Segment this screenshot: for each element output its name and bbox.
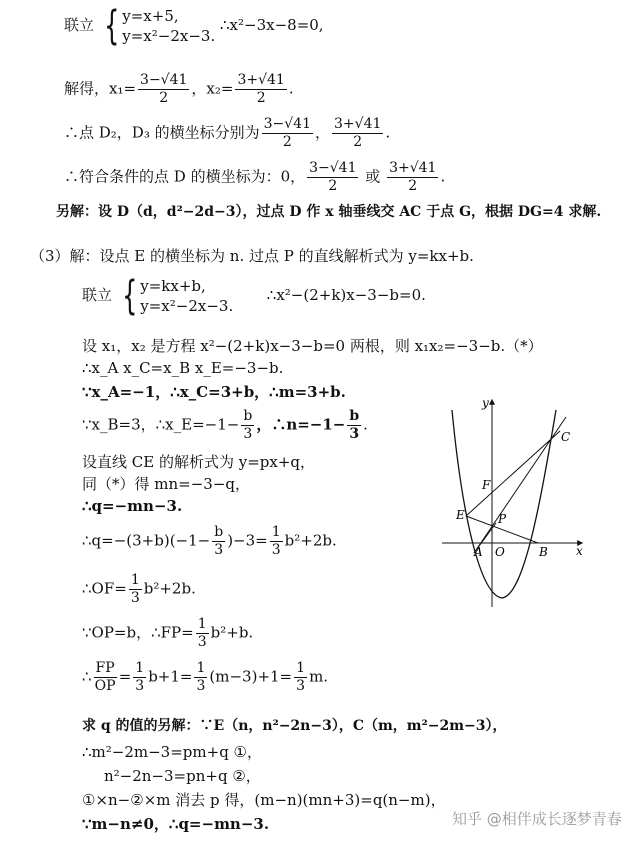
text: ，: [315, 123, 331, 142]
point-label-c: C: [561, 430, 571, 444]
text: ∴点 D₂，D₃ 的横坐标分别为: [64, 123, 260, 142]
line-ce: [466, 431, 560, 516]
brace-icon: {: [121, 273, 138, 319]
text: .: [288, 79, 294, 98]
text: .: [440, 167, 446, 186]
line-system-1: [64, 3, 324, 49]
text: ∴OF=: [82, 579, 127, 598]
parabola-graph: [440, 395, 590, 610]
point-label-b: B: [539, 545, 548, 559]
fraction: $\frac{b}{3}$: [214, 524, 224, 558]
text: b²+b.: [210, 623, 254, 642]
text: ∴q=−(3+b)(−1−: [82, 531, 211, 550]
text: ∵x_B=3，∴x_E=−1−: [82, 415, 240, 434]
text: (m−3)+1=: [209, 667, 293, 686]
line-of: [82, 572, 196, 607]
point-label-e: E: [456, 508, 465, 522]
fraction: $\frac{1}{3}$: [197, 616, 207, 650]
equation: y=x+5,: [122, 7, 179, 25]
fraction: $\frac{3+√41}{2}$: [237, 72, 285, 106]
axis-label-x: x: [576, 544, 583, 558]
eq-1: ∴m²−2m−3=pm+q ①，: [82, 743, 263, 761]
eq-eliminate: ①×n−②×m 消去 p 得，(m−n)(mn+3)=q(n−m)，: [82, 791, 446, 809]
fraction: $\frac{3+√41}{2}$: [334, 116, 382, 150]
equation: y=x²−2x−3.: [122, 27, 216, 45]
system-prefix: 联立: [64, 16, 95, 34]
text: 解得，x₁=: [64, 79, 137, 98]
point-label-p: P: [498, 512, 507, 526]
line-m: ∵x_A=−1，∴x_C=3+b，∴m=3+b.: [82, 383, 346, 401]
eq-final: ∵m−n≠0，∴q=−mn−3.: [82, 815, 270, 833]
text: b+1=: [148, 667, 193, 686]
point-label-f: F: [482, 478, 491, 492]
result-equation: ∴x²−(2+k)x−3−b=0.: [266, 286, 426, 304]
point-label-o: O: [495, 545, 505, 559]
equation-system: [117, 273, 234, 319]
fraction: $\frac{3-√41}{2}$: [309, 160, 357, 194]
equation: y=x²−2x−3.: [140, 297, 234, 315]
axis-label-y: y: [482, 396, 489, 410]
text: .: [363, 415, 368, 434]
line-solutions: [64, 72, 294, 107]
part3-intro: （3）解：设点 E 的横坐标为 n. 过点 P 的直线解析式为 y=kx+b.: [30, 247, 474, 265]
equation: y=kx+b,: [140, 277, 206, 295]
fraction: $\frac{b}{3}$: [243, 408, 253, 442]
point-label-a: A: [474, 545, 483, 559]
line-ce: 设直线 CE 的解析式为 y=px+q，: [82, 453, 316, 471]
text: ∵OP=b，∴FP=: [82, 623, 194, 642]
line-system-2: [82, 273, 426, 319]
fraction: $\frac{3+√41}{2}$: [389, 160, 437, 194]
text: )−3=: [227, 531, 268, 550]
line-mn: 同（*）得 mn=−3−q，: [82, 475, 251, 493]
text: b²+2b.: [143, 579, 196, 598]
line-q: ∴q=−mn−3.: [82, 497, 183, 515]
alternative-solution: 另解：设 D（d，d²−2d−3），过点 D 作 x 轴垂线交 AC 于点 G，根据 DG=4 求解.: [56, 204, 602, 220]
watermark: 知乎 @相伴成长逐梦青春: [452, 810, 622, 828]
equation-system: [99, 3, 216, 49]
text: ，∴n=−1−: [256, 415, 346, 434]
line-conclusion: [64, 160, 445, 195]
line-n: [82, 408, 368, 443]
text: ，x₂=: [191, 79, 234, 98]
text: m.: [309, 667, 329, 686]
brace-icon: {: [103, 3, 120, 49]
fraction: $\frac{1}{3}$: [130, 572, 140, 606]
fraction: $\frac{1}{3}$: [196, 660, 206, 694]
text: ∴: [82, 667, 92, 686]
text: =: [118, 667, 132, 686]
eq-2: n²−2n−3=pn+q ②，: [104, 767, 261, 785]
text: ∴符合条件的点 D 的横坐标为：0，: [64, 167, 306, 186]
fraction: $\frac{b}{3}$: [349, 408, 360, 442]
fraction: $\frac{3-√41}{2}$: [140, 72, 188, 106]
line-fp: [82, 616, 253, 651]
text: 或: [365, 167, 381, 186]
line-d2-d3: [64, 116, 390, 151]
text: b²+2b.: [284, 531, 337, 550]
fraction: $\frac{1}{3}$: [271, 524, 281, 558]
system-prefix: 联立: [82, 286, 113, 304]
line-products: ∴x_A x_C=x_B x_E=−3−b.: [82, 359, 284, 377]
result-equation: ∴x²−3x−8=0,: [220, 16, 324, 34]
fraction: $\frac{FP}{OP}$: [94, 660, 116, 694]
text: .: [385, 123, 391, 142]
parabola-curve: [452, 410, 556, 598]
fraction: $\frac{1}{3}$: [135, 660, 145, 694]
line-ratio: [82, 660, 328, 695]
line-q-b: [82, 524, 337, 559]
fraction: $\frac{3-√41}{2}$: [263, 116, 311, 150]
line-roots: 设 x₁，x₂ 是方程 x²−(2+k)x−3−b=0 两根，则 x₁x₂=−3−b.（*）: [82, 337, 543, 355]
fraction: $\frac{1}{3}$: [296, 660, 306, 694]
alt-q-intro: 求 q 的值的另解：∵E（n，n²−2n−3），C（m，m²−2m−3），: [82, 718, 507, 734]
